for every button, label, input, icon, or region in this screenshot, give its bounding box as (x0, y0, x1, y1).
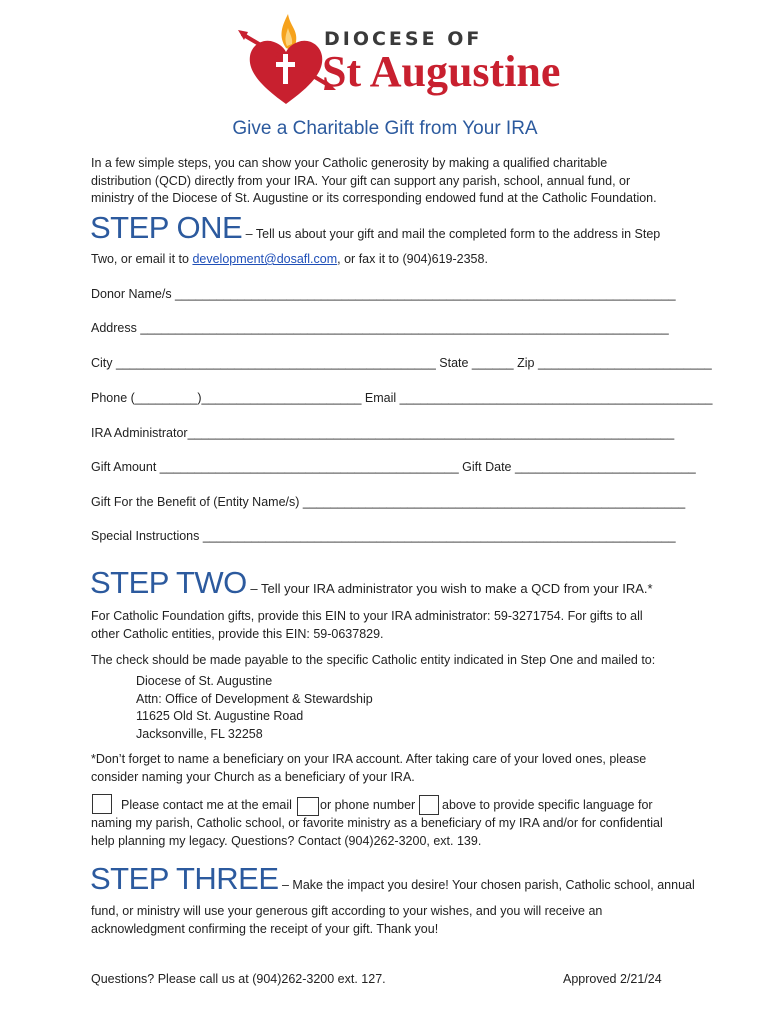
step-three-paragraph: fund, or ministry will use your generous gift according to your wishes, and you will receive an acknowledgment confirming the receipt of your gift. Thank you! (91, 904, 603, 936)
beneficiary-paragraph: *Don’t forget to name a beneficiary on your IRA account. After taking care of your loved ones, please consider naming your Church as a beneficiary of your IRA. (91, 752, 647, 784)
email-link[interactable]: development@dosafl.com (192, 252, 338, 266)
contact-request-checkbox[interactable] (92, 794, 112, 814)
step-one-line2: Two, or email it to development@dosafl.com, or fax it to (904)619-2358. (91, 252, 488, 266)
gift-benefit-field[interactable]: Gift For the Benefit of (Entity Name/s) _______________________________________________________ (91, 495, 686, 509)
contact-text-b: or phone number (320, 798, 416, 812)
footer-questions: Questions? Please call us at (904)262-3200 ext. 127. (91, 972, 386, 986)
intro-paragraph: In a few simple steps, you can show your Catholic generosity by making a qualified charitable distribution (QCD) directly from your IRA. Your gift can support any parish, school, annual fund, or ministry of the Diocese of St. Augustine or its corresponding endowed fund at the Catholic Foundation. (91, 156, 657, 205)
page-title: Give a Charitable Gift from Your IRA (232, 118, 538, 139)
footer-approved: Approved 2/21/24 (563, 972, 662, 986)
logo-line1: DIOCESE OF (324, 28, 483, 50)
check-instructions: The check should be made payable to the specific Catholic entity indicated in Step One and mailed to: (91, 653, 656, 667)
special-instructions-field[interactable]: Special Instructions ____________________________________________________________________ (91, 529, 676, 543)
step-three-heading: STEP THREE (90, 861, 279, 896)
contact-paragraph: naming my parish, Catholic school, or favorite ministry as a beneficiary of my IRA and/or for confidential help planning my legacy. Questions? Contact (904)262-3200, ext. 139. (91, 816, 663, 848)
step-one-heading-line: STEP ONE – Tell us about your gift and mail the completed form to the address in Step (90, 210, 661, 245)
logo-line2: St Augustine (322, 47, 561, 96)
gift-amount-date-field[interactable]: Gift Amount ___________________________________________ Gift Date __________________________ (91, 460, 696, 474)
step-two-heading-line: STEP TWO – Tell your IRA administrator you wish to make a QCD from your IRA.* (90, 565, 653, 600)
contact-text-a: Please contact me at the email (121, 798, 292, 812)
contact-text-c: above to provide specific language for (442, 798, 653, 812)
donor-name-field[interactable]: Donor Name/s ________________________________________________________________________ (91, 287, 676, 301)
mailing-address: Diocese of St. Augustine Attn: Office of Development & Stewardship 11625 Old St. Augustine Road Jacksonville, FL 32258 (136, 674, 373, 741)
phone-email-field[interactable]: Phone (_________)_______________________ Email _____________________________________________ (91, 391, 713, 405)
step-one-heading: STEP ONE (90, 210, 243, 245)
phone-checkbox[interactable] (419, 795, 439, 815)
step-two-heading: STEP TWO (90, 565, 247, 600)
ira-administrator-field[interactable]: IRA Administrator______________________________________________________________________ (91, 426, 675, 440)
ein-paragraph: For Catholic Foundation gifts, provide this EIN to your IRA administrator: 59-3271754. For gifts to all other Catholic entities, provide this EIN: 59-0637829. (91, 609, 643, 641)
city-state-zip-field[interactable]: City ______________________________________________ State ______ Zip _________________________ (91, 356, 712, 370)
step-three-heading-line: STEP THREE – Make the impact you desire! Your chosen parish, Catholic school, annual (90, 861, 695, 896)
address-field[interactable]: Address ____________________________________________________________________________ (91, 321, 669, 335)
email-checkbox[interactable] (297, 797, 319, 816)
